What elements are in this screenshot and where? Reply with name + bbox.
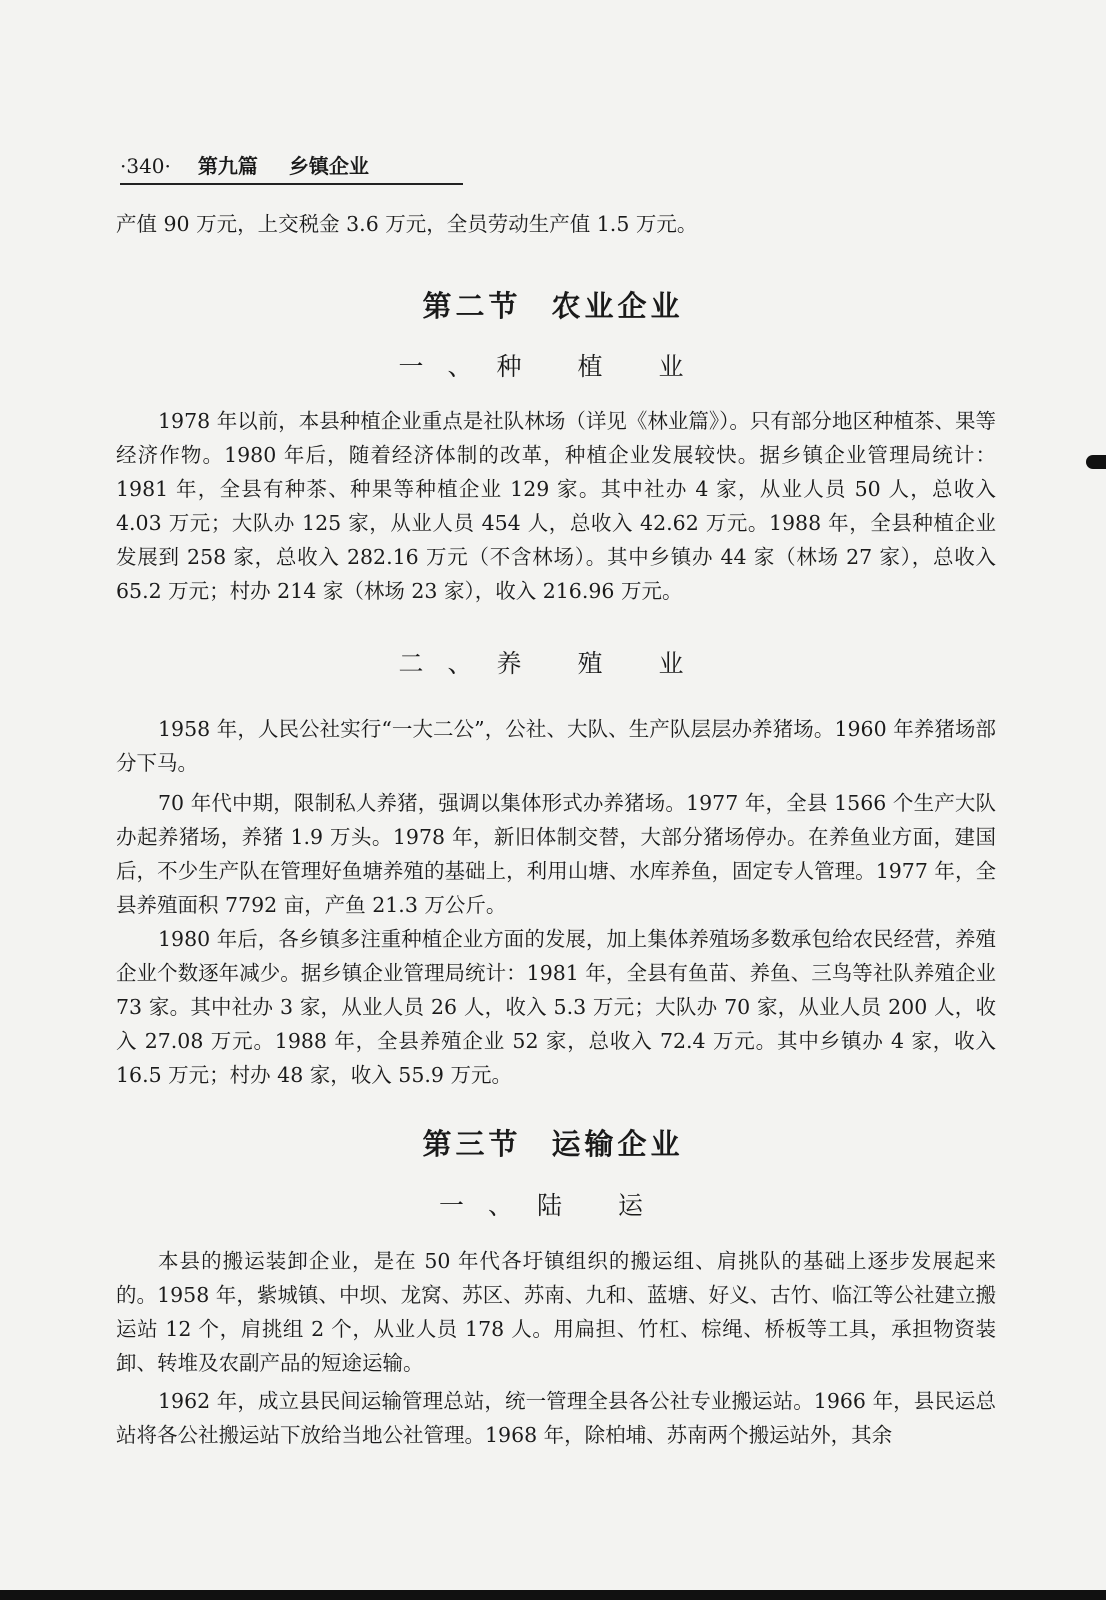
paragraph: 1958 年，人民公社实行“一大二公”，公社、大队、生产队层层办养猪场。1960 年养猪场部分下马。	[116, 717, 996, 775]
section-title: 运输企业	[551, 1127, 684, 1161]
part-name: 乡镇企业	[288, 154, 369, 178]
subsection-heading: 二、养 殖 业	[398, 649, 708, 678]
paragraph: 70 年代中期，限制私人养猪，强调以集体形式办养猪场。1977 年，全县 1566 个生产大队办起养猪场，养猪 1.9 万头。1978 年，新旧体制交替，大部分猪场停办。在养鱼业方面，建国后，不少生产队在管理好鱼塘养殖的基础上，利用山塘、水库养鱼，固定专人管理。1977 年，全县养殖面积 7792 亩，产鱼 21.3 万公斤。	[116, 791, 996, 917]
section-label: 第三节	[422, 1127, 522, 1161]
section-heading-3	[0, 1122, 1106, 1163]
section-label: 第二节	[422, 289, 522, 323]
paragraph: 本县的搬运装卸企业，是在 50 年代各圩镇组织的搬运组、肩挑队的基础上逐步发展起来的。1958 年，紫城镇、中坝、龙窝、苏区、苏南、九和、蓝塘、好义、古竹、临江等公社建立搬运站 12 个，肩挑组 2 个，从业人员 178 人。用扁担、竹杠、棕绳、桥板等工具，承担物资装卸、转堆及农副产品的短途运输。	[116, 1249, 996, 1375]
section-title: 农业企业	[551, 289, 684, 323]
scan-edge-mark	[1086, 455, 1106, 469]
subsection-heading: 一、陆 运	[439, 1191, 667, 1220]
paragraph: 1980 年后，各乡镇多注重种植企业方面的发展，加上集体养殖场多数承包给农民经营，养殖企业个数逐年减少。据乡镇企业管理局统计：1981 年，全县有鱼苗、养鱼、三鸟等社队养殖企业 73 家。其中社办 3 家，从业人员 26 人，收入 5.3 万元；大队办 70 家，从业人员 200 人，收入 27.08 万元。1988 年，全县养殖企业 52 家，总收入 72.4 万元。其中乡镇办 4 家，收入 16.5 万元；村办 48 家，收入 55.9 万元。	[116, 927, 996, 1087]
page-number: ·340·	[120, 154, 171, 178]
paragraph: 1978 年以前，本县种植企业重点是社队林场（详见《林业篇》）。只有部分地区种植茶、果等经济作物。1980 年后，随着经济体制的改革，种植企业发展较快。据乡镇企业管理局统计：1981 年，全县有种茶、种果等种植企业 129 家。其中社办 4 家，从业人员 50 人，总收入 4.03 万元；大队办 125 家，从业人员 454 人，总收入 42.62 万元。1988 年，全县种植企业发展到 258 家，总收入 282.16 万元（不含林场）。其中乡镇办 44 家（林场 27 家），总收入 65.2 万元；村办 214 家（林场 23 家），收入 216.96 万元。	[116, 409, 996, 603]
running-header	[120, 150, 463, 185]
section-heading-2	[0, 284, 1106, 325]
paragraph: 1962 年，成立县民间运输管理总站，统一管理全县各公社专业搬运站。1966 年，县民运总站将各公社搬运站下放给当地公社管理。1968 年，除柏埔、苏南两个搬运站外，其余	[116, 1389, 996, 1447]
part-title: 第九篇	[197, 154, 258, 178]
scan-bottom-bar	[0, 1590, 1106, 1600]
intro-line: 产值 90 万元，上交税金 3.6 万元，全员劳动生产值 1.5 万元。	[116, 212, 698, 236]
subsection-heading: 一、种 植 业	[398, 352, 708, 381]
